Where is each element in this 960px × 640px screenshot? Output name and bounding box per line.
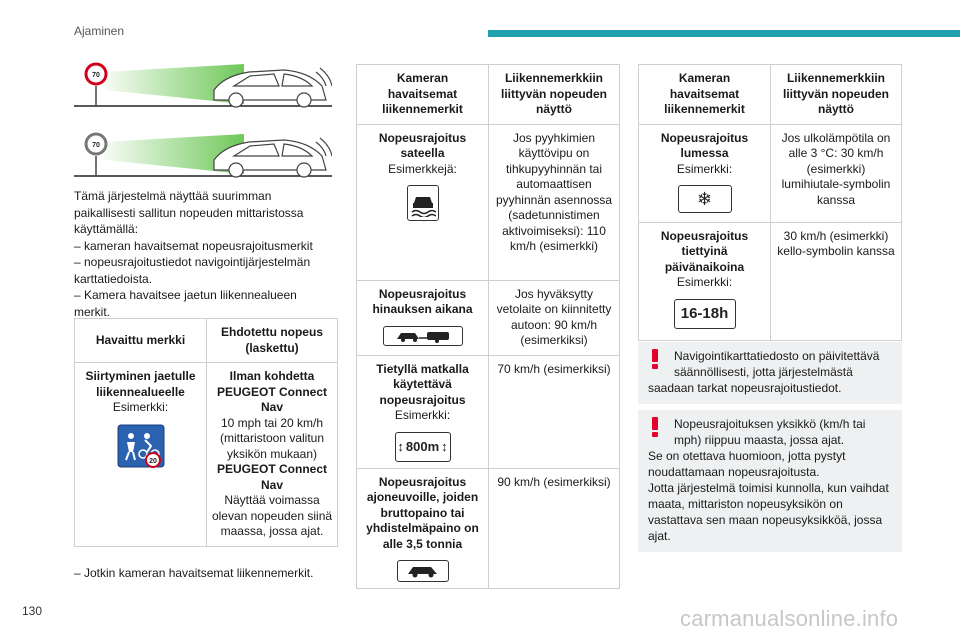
table-row bbox=[639, 222, 902, 340]
section-title: Ajaminen bbox=[74, 24, 125, 38]
towing-sign-icon bbox=[383, 326, 463, 346]
table-header: Ehdotettu nopeus (laskettu) bbox=[207, 319, 338, 363]
sign2-label: 70 bbox=[92, 142, 100, 149]
distance-sign-icon: ↕ 800m ↕ bbox=[395, 432, 451, 462]
table-row bbox=[357, 468, 620, 589]
note-text: Jotta järjestelmä toimisi kunnolla, kun vaihdat maata, mittariston nopeusyksikön on vastattava sen maan nopeusyksikköä, jossa ajat. bbox=[648, 481, 889, 543]
table-header: Havaittu merkki bbox=[75, 319, 207, 363]
speed-text: Jos hyväksytty vetolaite on kiinnitetty autoon: 90 km/h (esimerkiksi) bbox=[489, 280, 620, 355]
example-label: Esimerkki: bbox=[676, 275, 733, 289]
warning-icon bbox=[648, 416, 662, 438]
sign-name: Nopeusrajoitus lumessa bbox=[660, 130, 749, 160]
intro-paragraph: Tämä järjestelmä näyttää suurimman paikallisesti sallitun nopeuden mittaristossa käyttämällä: bbox=[74, 189, 304, 236]
table-header: Kameran havaitsemat liikennemerkit bbox=[357, 65, 489, 125]
intro-text bbox=[74, 188, 336, 320]
sign-name: Nopeusrajoitus sateella bbox=[378, 130, 467, 160]
sign1-label: 70 bbox=[92, 72, 100, 79]
sign-name: Nopeusrajoitus tiettyinä päivänaikoina bbox=[660, 228, 749, 274]
sign-name: Tietyllä matkalla käytettävä nopeusrajoitus bbox=[376, 361, 469, 407]
shared-zone-sign-icon bbox=[117, 424, 165, 468]
watermark: carmanualsonline.info bbox=[680, 606, 899, 631]
header-accent-bar bbox=[488, 30, 960, 37]
sign-name: Nopeusrajoitus hinauksen aikana bbox=[372, 286, 473, 316]
speed-text: Jos pyyhkimien käyttövipu on tihkupyyhinnän tai automaattisen pyyhinnän asennossa (sadetunnistimen aktivoimiseksi): 110 km/h (esimerkki) bbox=[489, 124, 620, 280]
speed-text: Näyttää voimassa olevan nopeuden siinä maassa, jossa ajat. bbox=[211, 493, 333, 538]
conditional-signs-table bbox=[638, 64, 902, 341]
table-row bbox=[357, 280, 620, 355]
intro-bullet: – kameran havaitsemat nopeusrajoitusmerkit bbox=[74, 238, 313, 253]
example-label: Esimerkki: bbox=[394, 408, 451, 422]
camera-illustration-2 bbox=[74, 130, 332, 180]
speed-heading: PEUGEOT Connect Nav bbox=[216, 462, 327, 492]
svg-text:20: 20 bbox=[148, 457, 157, 465]
car-sign-icon bbox=[397, 560, 449, 582]
speed-text: Jos ulkolämpötila on alle 3 °C: 30 km/h (esimerkki) lumihiutale-symbolin kanssa bbox=[771, 124, 902, 222]
warning-icon bbox=[648, 348, 662, 370]
table-header: Kameran havaitsemat liikennemerkit bbox=[639, 65, 771, 125]
speed-text: 70 km/h (esimerkiksi) bbox=[489, 355, 620, 468]
note-text: Se on otettava huomioon, jotta pystyt noudattamaan nopeusrajoitusta. bbox=[648, 449, 846, 479]
example-label: Esimerkkejä: bbox=[388, 161, 457, 176]
table-row bbox=[639, 124, 902, 222]
bottom-note: – Jotkin kameran havaitsemat liikennemerkit. bbox=[74, 566, 314, 580]
note-text: Nopeusrajoituksen yksikkö (km/h tai mph) riippuu maasta, jossa ajat. bbox=[674, 417, 866, 447]
note-text: Navigointikarttatiedosto on päivitettävä säännöllisesti, jotta järjestelmästä bbox=[674, 349, 880, 379]
table-row bbox=[357, 124, 620, 280]
page-number: 130 bbox=[22, 604, 43, 618]
table-row bbox=[75, 363, 338, 547]
table-row bbox=[357, 355, 620, 468]
camera-signs-table bbox=[356, 64, 620, 589]
snowflake-sign-icon: ❄ bbox=[678, 185, 732, 213]
note-box bbox=[638, 410, 902, 552]
shared-zone-table bbox=[74, 318, 338, 547]
time-sign-icon: 16-18h bbox=[674, 299, 736, 329]
speed-text: 30 km/h (esimerkki) kello-symbolin kanssa bbox=[771, 222, 902, 340]
sign-name: Siirtyminen jaetulle liikennealueelle bbox=[85, 369, 196, 399]
sign-name: Nopeusrajoitus ajoneuvoille, joiden bruttopaino tai yhdistelmäpaino on alle 3,5 tonnia bbox=[366, 474, 479, 551]
table-header: Liikennemerkkiin liittyvän nopeuden näyttö bbox=[489, 65, 620, 125]
table-header: Liikennemerkkiin liittyvän nopeuden näyttö bbox=[771, 65, 902, 125]
speed-text: 90 km/h (esimerkiksi) bbox=[489, 468, 620, 589]
speed-heading: Ilman kohdetta PEUGEOT Connect Nav bbox=[216, 369, 327, 414]
speed-text: 10 mph tai 20 km/h (mittaristoon valitun yksikön mukaan) bbox=[219, 415, 325, 461]
example-label: Esimerkki: bbox=[112, 400, 169, 414]
camera-illustration-1 bbox=[74, 60, 332, 110]
intro-bullet: – nopeusrajoitustiedot navigointijärjestelmän karttatiedoista. bbox=[74, 255, 311, 286]
intro-bullet: – Kamera havaitsee jaetun liikennealueen merkit. bbox=[74, 288, 297, 319]
example-label: Esimerkki: bbox=[676, 161, 733, 176]
note-box bbox=[638, 342, 902, 404]
rain-sign-icon bbox=[407, 185, 439, 221]
note-text: saadaan tarkat nopeusrajoitustiedot. bbox=[648, 381, 842, 395]
